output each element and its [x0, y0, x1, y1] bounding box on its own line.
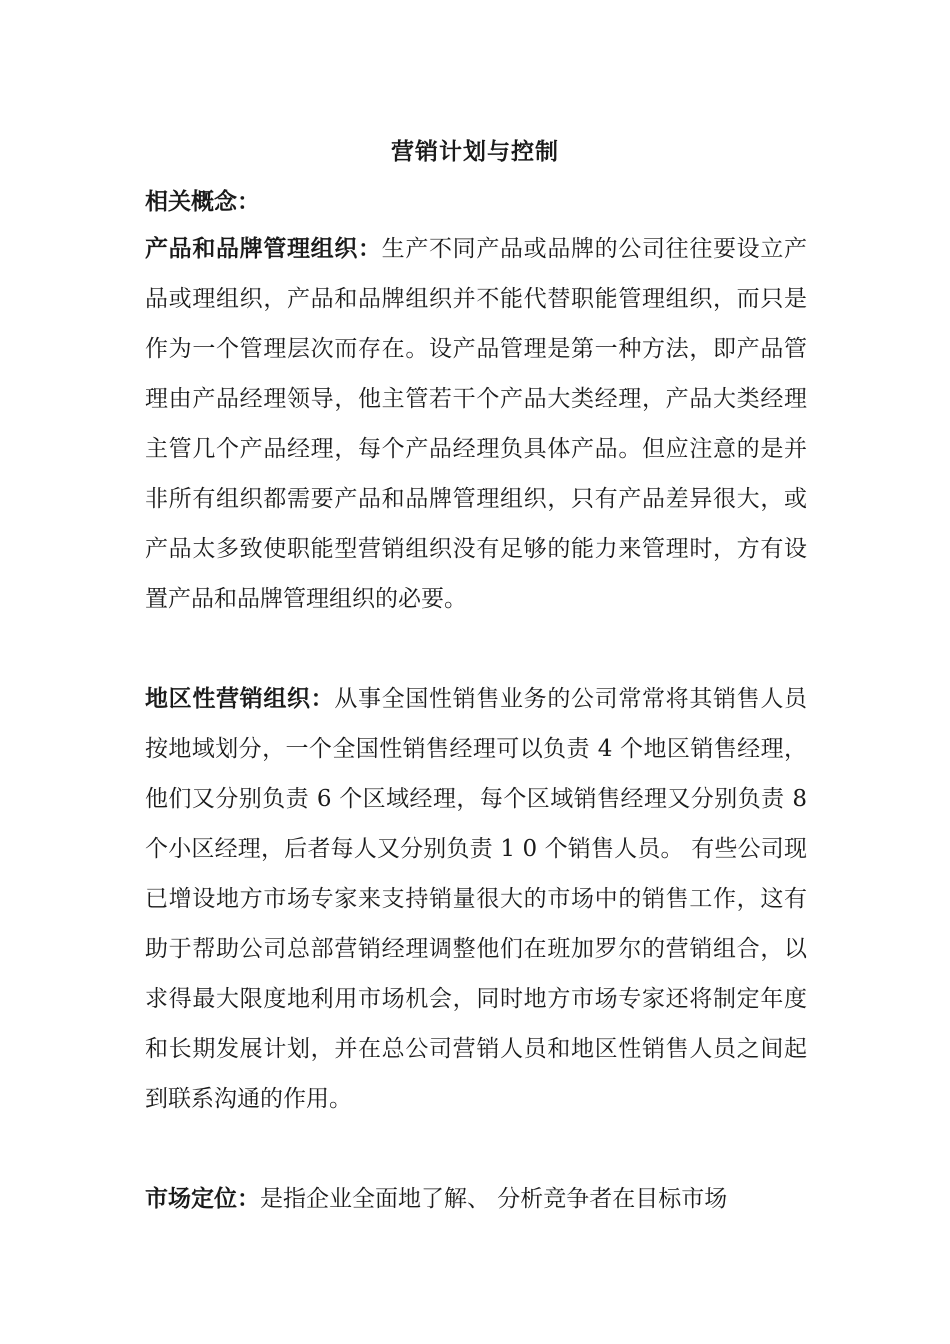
- term-regional-marketing-organization: 地区性营销组织：: [145, 685, 335, 712]
- term-market-positioning: 市场定位：: [145, 1185, 260, 1212]
- paragraph-body: 是指企业全面地了解、 分析竞争者在目标市场: [260, 1186, 728, 1212]
- paragraph-body: 生产不同产品或品牌的公司往往要设立产品或理组织，产品和品牌组织并不能代替职能管理组织，而只是作为一个管理层次而存在。设产品管理是第一种方法，即产品管理由产品经理领导，他主管若干个产品大类经理，产品大类经理主管几个产品经理，每个产品经理负具体产品。但应注意的是并非所有组织都需要产品和品牌管理组织，只有产品差异很大，或产品太多致使职能型营销组织没有足够的能力来管理时，方有设置产品和品牌管理组织的必要。: [145, 236, 808, 612]
- paragraph-market-positioning: [145, 1174, 807, 1224]
- paragraph-body: 从事全国性销售业务的公司常常将其销售人员按地域划分，一个全国性销售经理可以负责 4 个地区销售经理，他们又分别负责 6 个区域经理，每个区域销售经理又分别负责 8 个小区经理，后者每人又分别负责 1 0 个销售人员。 有些公司现已增设地方市场专家来支持销量很大的市场中的销售工作，这有助于帮助公司总部营销经理调整他们在班加罗尔的营销组合，以求得最大限度地利用市场机会，同时地方市场专家还将制定年度和长期发展计划，并在总公司营销人员和地区性销售人员之间起到联系沟通的作用。: [145, 686, 808, 1112]
- document-title: 营销计划与控制: [391, 138, 559, 165]
- paragraph-regional-marketing-organization: [145, 674, 807, 1124]
- term-product-brand-organization: 产品和品牌管理组织：: [145, 235, 382, 262]
- paragraph-product-brand-organization: [145, 224, 807, 624]
- section-heading: 相关概念：: [145, 188, 260, 215]
